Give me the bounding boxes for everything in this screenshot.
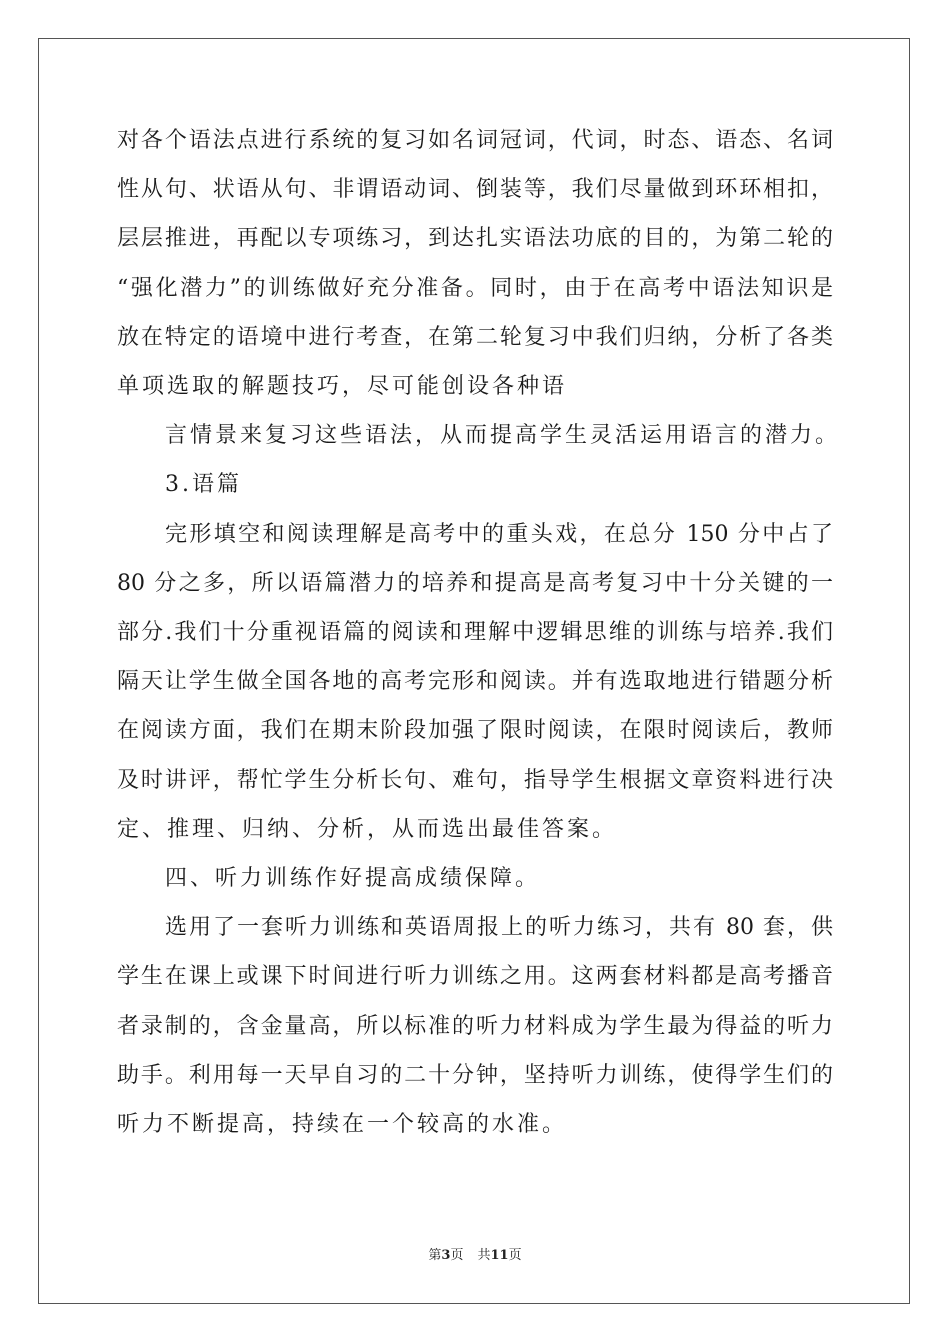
text-line: 定、推理、归纳、分析，从而选出最佳答案。 xyxy=(117,816,618,842)
text-line: 隔天让学生做全国各地的高考完形和阅读。并有选取地进行错题分析 xyxy=(117,669,833,695)
text-line: 部分.我们十分重视语篇的阅读和理解中逻辑思维的训练与培养.我们 xyxy=(117,620,833,645)
text-line: 单项选取的解题技巧，尽可能创设各种语 xyxy=(117,374,568,399)
page-number: 3 xyxy=(441,1248,451,1263)
text-line: 对各个语法点进行系统的复习如名词冠词，代词，时态、语态、名词 xyxy=(117,128,833,153)
paragraph-first-line: 选用了一套听力训练和英语周报上的听力练习，共有 80 套，供 xyxy=(165,915,833,941)
page-footer xyxy=(0,1247,950,1265)
page-suffix: 页 xyxy=(450,1248,464,1263)
paragraph-first-line: 3.语篇 xyxy=(165,472,242,498)
text-line: 听力不断提高，持续在一个较高的水准。 xyxy=(117,1112,568,1137)
text-line: “强化潜力”的训练做好充分准备。同时，由于在高考中语法知识是 xyxy=(117,275,833,301)
total-suffix: 页 xyxy=(508,1248,522,1263)
text-line: 80 分之多，所以语篇潜力的培养和提高是高考复习中十分关键的一 xyxy=(117,570,833,596)
total-prefix: 共 xyxy=(477,1248,491,1263)
text-line: 学生在课上或课下时间进行听力训练之用。这两套材料都是高考播音 xyxy=(117,964,833,990)
text-line: 性从句、状语从句、非谓语动词、倒装等，我们尽量做到环环相扣， xyxy=(117,177,833,203)
text-line: 助手。利用每一天早自习的二十分钟，坚持听力训练，使得学生们的 xyxy=(117,1062,833,1088)
text-line: 者录制的，含金量高，所以标准的听力材料成为学生最为得益的听力 xyxy=(117,1013,833,1039)
text-line: 在阅读方面，我们在期末阶段加强了限时阅读，在限时阅读后，教师 xyxy=(117,718,833,744)
page-prefix: 第 xyxy=(428,1248,442,1263)
text-line: 放在特定的语境中进行考查，在第二轮复习中我们归纳，分析了各类 xyxy=(117,324,833,350)
paragraph-first-line: 四、听力训练作好提高成绩保障。 xyxy=(165,866,541,891)
paragraph-first-line: 完形填空和阅读理解是高考中的重头戏，在总分 150 分中占了 xyxy=(165,521,833,547)
paragraph-first-line: 言情景来复习这些语法，从而提高学生灵活运用语言的潜力。 xyxy=(165,423,841,449)
text-line: 及时讲评，帮忙学生分析长句、难句，指导学生根据文章资料进行决 xyxy=(117,767,833,793)
total-pages: 11 xyxy=(490,1248,509,1263)
text-line: 层层推进，再配以专项练习，到达扎实语法功底的目的，为第二轮的 xyxy=(117,226,833,252)
